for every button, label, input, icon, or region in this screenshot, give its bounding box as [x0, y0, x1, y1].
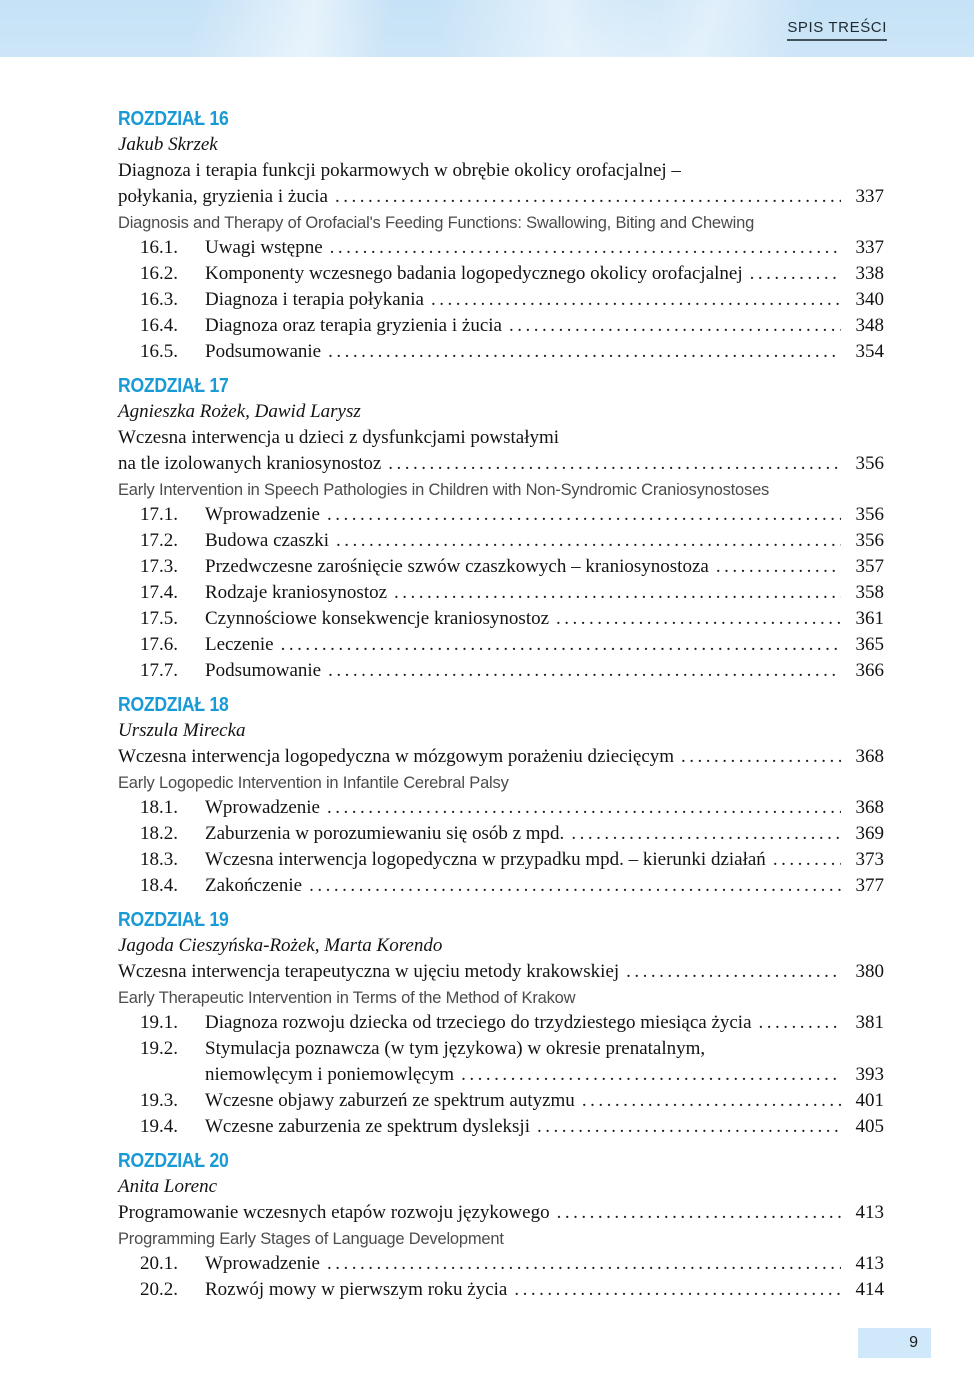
entry-text: Diagnoza rozwoju dziecka od trzeciego do trzydziestego miesiąca życia [205, 1012, 752, 1033]
entry-page-number: 340 [855, 289, 884, 310]
chapter-title-english: Early Logopedic Intervention in Infantile Cerebral Palsy [118, 773, 509, 792]
item-number: 18.3. [140, 849, 178, 870]
chapter-section [118, 106, 884, 365]
toc-item-line [140, 795, 884, 821]
item-number: 17.3. [140, 556, 178, 577]
entry-page-number: 373 [855, 849, 884, 870]
chapter-title-line [118, 451, 884, 477]
entry-page-number: 337 [855, 186, 884, 207]
entry-text: Diagnoza i terapia funkcji pokarmowych w obrębie okolicy orofacjalnej – [118, 160, 681, 181]
dot-leader [537, 1114, 841, 1140]
entry-text: Czynnościowe konsekwencje kraniosynostoz [205, 608, 550, 629]
entry-page-number: 368 [855, 746, 884, 767]
entry-page-number: 356 [855, 504, 884, 525]
dot-leader [394, 580, 841, 606]
entry-text: niemowlęcym i poniemowlęcym [205, 1064, 455, 1085]
toc-item-line [140, 1062, 884, 1088]
chapters-container [118, 106, 884, 1303]
chapter-authors: Agnieszka Rożek, Dawid Larysz [118, 401, 361, 422]
toc-item-line [140, 554, 884, 580]
chapter-authors: Jakub Skrzek [118, 134, 218, 155]
entry-text: Wczesna interwencja u dzieci z dysfunkcjami powstałymi [118, 427, 560, 448]
entry-page-number: 337 [855, 237, 884, 258]
entry-page-number: 365 [855, 634, 884, 655]
entry-page-number: 369 [855, 823, 884, 844]
dot-leader [336, 528, 841, 554]
page-header-title: SPIS TREŚCI [787, 19, 887, 41]
item-number: 17.2. [140, 530, 178, 551]
entry-text: Wprowadzenie [205, 797, 320, 818]
entry-text: Rozwój mowy w pierwszym roku życia [205, 1279, 508, 1300]
dot-leader [582, 1088, 841, 1114]
item-number: 16.2. [140, 263, 178, 284]
entry-text: Rodzaje kraniosynostoz [205, 582, 388, 603]
entry-page-number: 413 [855, 1202, 884, 1223]
item-number: 16.3. [140, 289, 178, 310]
item-number: 19.3. [140, 1090, 178, 1111]
entry-text: Diagnoza oraz terapia gryzienia i żucia [205, 315, 502, 336]
chapter-title-english: Programming Early Stages of Language Development [118, 1229, 504, 1248]
entry-text: Wprowadzenie [205, 504, 320, 525]
entry-text: Przedwczesne zarośnięcie szwów czaszkowych – kraniosynostoza [205, 556, 709, 577]
dot-leader [309, 873, 841, 899]
entry-page-number: 356 [855, 530, 884, 551]
entry-text: Leczenie [205, 634, 274, 655]
entry-page-number: 414 [855, 1279, 884, 1300]
dot-leader [557, 1200, 841, 1226]
entry-page-number: 348 [855, 315, 884, 336]
entry-text: Zakończenie [205, 875, 303, 896]
chapter-section [118, 692, 884, 899]
entry-page-number: 361 [855, 608, 884, 629]
toc-item-line [140, 1036, 884, 1062]
dot-leader [327, 795, 841, 821]
chapter-authors: Urszula Mirecka [118, 720, 246, 741]
item-number: 16.1. [140, 237, 178, 258]
entry-page-number: 354 [855, 341, 884, 362]
toc-item-line [140, 606, 884, 632]
item-number: 18.1. [140, 797, 178, 818]
item-number: 19.1. [140, 1012, 178, 1033]
entry-page-number: 366 [855, 660, 884, 681]
entry-page-number: 357 [855, 556, 884, 577]
entry-text: Wczesna interwencja logopedyczna w mózgowym porażeniu dziecięcym [118, 746, 675, 767]
toc-item-line [140, 580, 884, 606]
item-number: 19.4. [140, 1116, 178, 1137]
chapter-title-line [118, 1200, 884, 1226]
toc-content [118, 57, 884, 1311]
item-number: 20.1. [140, 1253, 178, 1274]
dot-leader [328, 339, 841, 365]
toc-item-line [140, 1010, 884, 1036]
entry-text: połykania, gryzienia i żucia [118, 186, 328, 207]
entry-page-number: 413 [855, 1253, 884, 1274]
toc-item-line [140, 313, 884, 339]
entry-page-number: 368 [855, 797, 884, 818]
entry-page-number: 377 [855, 875, 884, 896]
dot-leader [330, 235, 841, 261]
dot-leader [327, 1251, 841, 1277]
entry-text: Wprowadzenie [205, 1253, 320, 1274]
chapter-items [140, 1010, 884, 1140]
toc-item-line [140, 658, 884, 684]
chapter-items [140, 235, 884, 365]
toc-item-line [140, 339, 884, 365]
entry-page-number: 381 [855, 1012, 884, 1033]
toc-item-line [140, 1277, 884, 1303]
toc-item-line [140, 287, 884, 313]
entry-page-number: 401 [855, 1090, 884, 1111]
entry-text: Budowa czaszki [205, 530, 329, 551]
item-number: 18.2. [140, 823, 178, 844]
toc-item-line [140, 873, 884, 899]
entry-page-number: 380 [855, 961, 884, 982]
entry-page-number: 358 [855, 582, 884, 603]
item-number: 18.4. [140, 875, 178, 896]
entry-page-number: 338 [855, 263, 884, 284]
entry-page-number: 393 [855, 1064, 884, 1085]
chapter-title-line [118, 184, 884, 210]
toc-item-line [140, 1088, 884, 1114]
entry-text: Wczesne objawy zaburzeń ze spektrum autyzmu [205, 1090, 575, 1111]
page-header-band [0, 0, 974, 57]
chapter-items [140, 502, 884, 684]
toc-item-line [140, 1114, 884, 1140]
dot-leader [461, 1062, 841, 1088]
chapter-section [118, 1148, 884, 1303]
dot-leader [716, 554, 841, 580]
entry-text: Stymulacja poznawcza (w tym językowa) w okresie prenatalnym, [205, 1038, 706, 1059]
chapter-authors: Jagoda Cieszyńska-Rożek, Marta Korendo [118, 935, 443, 956]
dot-leader [509, 313, 841, 339]
toc-item-line [140, 235, 884, 261]
entry-text: Programowanie wczesnych etapów rozwoju językowego [118, 1202, 550, 1223]
chapter-title-line [118, 158, 884, 184]
dot-leader [281, 632, 841, 658]
item-number: 17.6. [140, 634, 178, 655]
entry-text: Wczesne zaburzenia ze spektrum dysleksji [205, 1116, 530, 1137]
item-number: 16.5. [140, 341, 178, 362]
dot-leader [626, 959, 841, 985]
chapter-title-line [118, 744, 884, 770]
entry-text: Wczesna interwencja terapeutyczna w ujęciu metody krakowskiej [118, 961, 620, 982]
toc-item-line [140, 502, 884, 528]
chapter-title-line [118, 959, 884, 985]
toc-item-line [140, 1251, 884, 1277]
entry-text: na tle izolowanych kraniosynostoz [118, 453, 382, 474]
dot-leader [514, 1277, 841, 1303]
dot-leader [327, 502, 841, 528]
entry-text: Zaburzenia w porozumiewaniu się osób z mpd. [205, 823, 565, 844]
chapter-title-english: Early Intervention in Speech Pathologies in Children with Non-Syndromic Craniosynostoses [118, 480, 770, 499]
entry-page-number: 356 [855, 453, 884, 474]
chapter-items [140, 1251, 884, 1303]
entry-text: Podsumowanie [205, 660, 322, 681]
entry-text: Uwagi wstępne [205, 237, 323, 258]
dot-leader [431, 287, 841, 313]
dot-leader [571, 821, 841, 847]
item-number: 17.5. [140, 608, 178, 629]
chapter-section [118, 373, 884, 684]
chapter-label: ROZDZIAŁ 16 [118, 108, 229, 130]
item-number: 19.2. [140, 1038, 178, 1059]
item-number: 17.1. [140, 504, 178, 525]
chapter-section [118, 907, 884, 1140]
chapter-title-line [118, 425, 884, 451]
toc-item-line [140, 847, 884, 873]
dot-leader [388, 451, 841, 477]
dot-leader [681, 744, 841, 770]
item-number: 20.2. [140, 1279, 178, 1300]
page-number-box [858, 1328, 931, 1358]
dot-leader [759, 1010, 841, 1036]
item-number: 16.4. [140, 315, 178, 336]
dot-leader [328, 658, 841, 684]
entry-text: Komponenty wczesnego badania logopedycznego okolicy orofacjalnej [205, 263, 743, 284]
item-number: 17.7. [140, 660, 178, 681]
page-number: 9 [909, 1334, 918, 1351]
chapter-title-english: Early Therapeutic Intervention in Terms of the Method of Krakow [118, 988, 576, 1007]
chapter-items [140, 795, 884, 899]
item-number: 17.4. [140, 582, 178, 603]
dot-leader [773, 847, 841, 873]
dot-leader [556, 606, 841, 632]
chapter-label: ROZDZIAŁ 19 [118, 909, 229, 931]
dot-leader [750, 261, 841, 287]
entry-text: Podsumowanie [205, 341, 322, 362]
entry-text: Diagnoza i terapia połykania [205, 289, 424, 310]
toc-item-line [140, 528, 884, 554]
toc-item-line [140, 632, 884, 658]
entry-text: Wczesna interwencja logopedyczna w przypadku mpd. – kierunki działań [205, 849, 766, 870]
toc-item-line [140, 821, 884, 847]
chapter-authors: Anita Lorenc [118, 1176, 218, 1197]
dot-leader [335, 184, 841, 210]
toc-item-line [140, 261, 884, 287]
chapter-label: ROZDZIAŁ 20 [118, 1150, 229, 1172]
chapter-title-english: Diagnosis and Therapy of Orofacial's Feeding Functions: Swallowing, Biting and Chewing [118, 213, 755, 232]
chapter-label: ROZDZIAŁ 18 [118, 694, 229, 716]
chapter-label: ROZDZIAŁ 17 [118, 375, 229, 397]
entry-page-number: 405 [855, 1116, 884, 1137]
